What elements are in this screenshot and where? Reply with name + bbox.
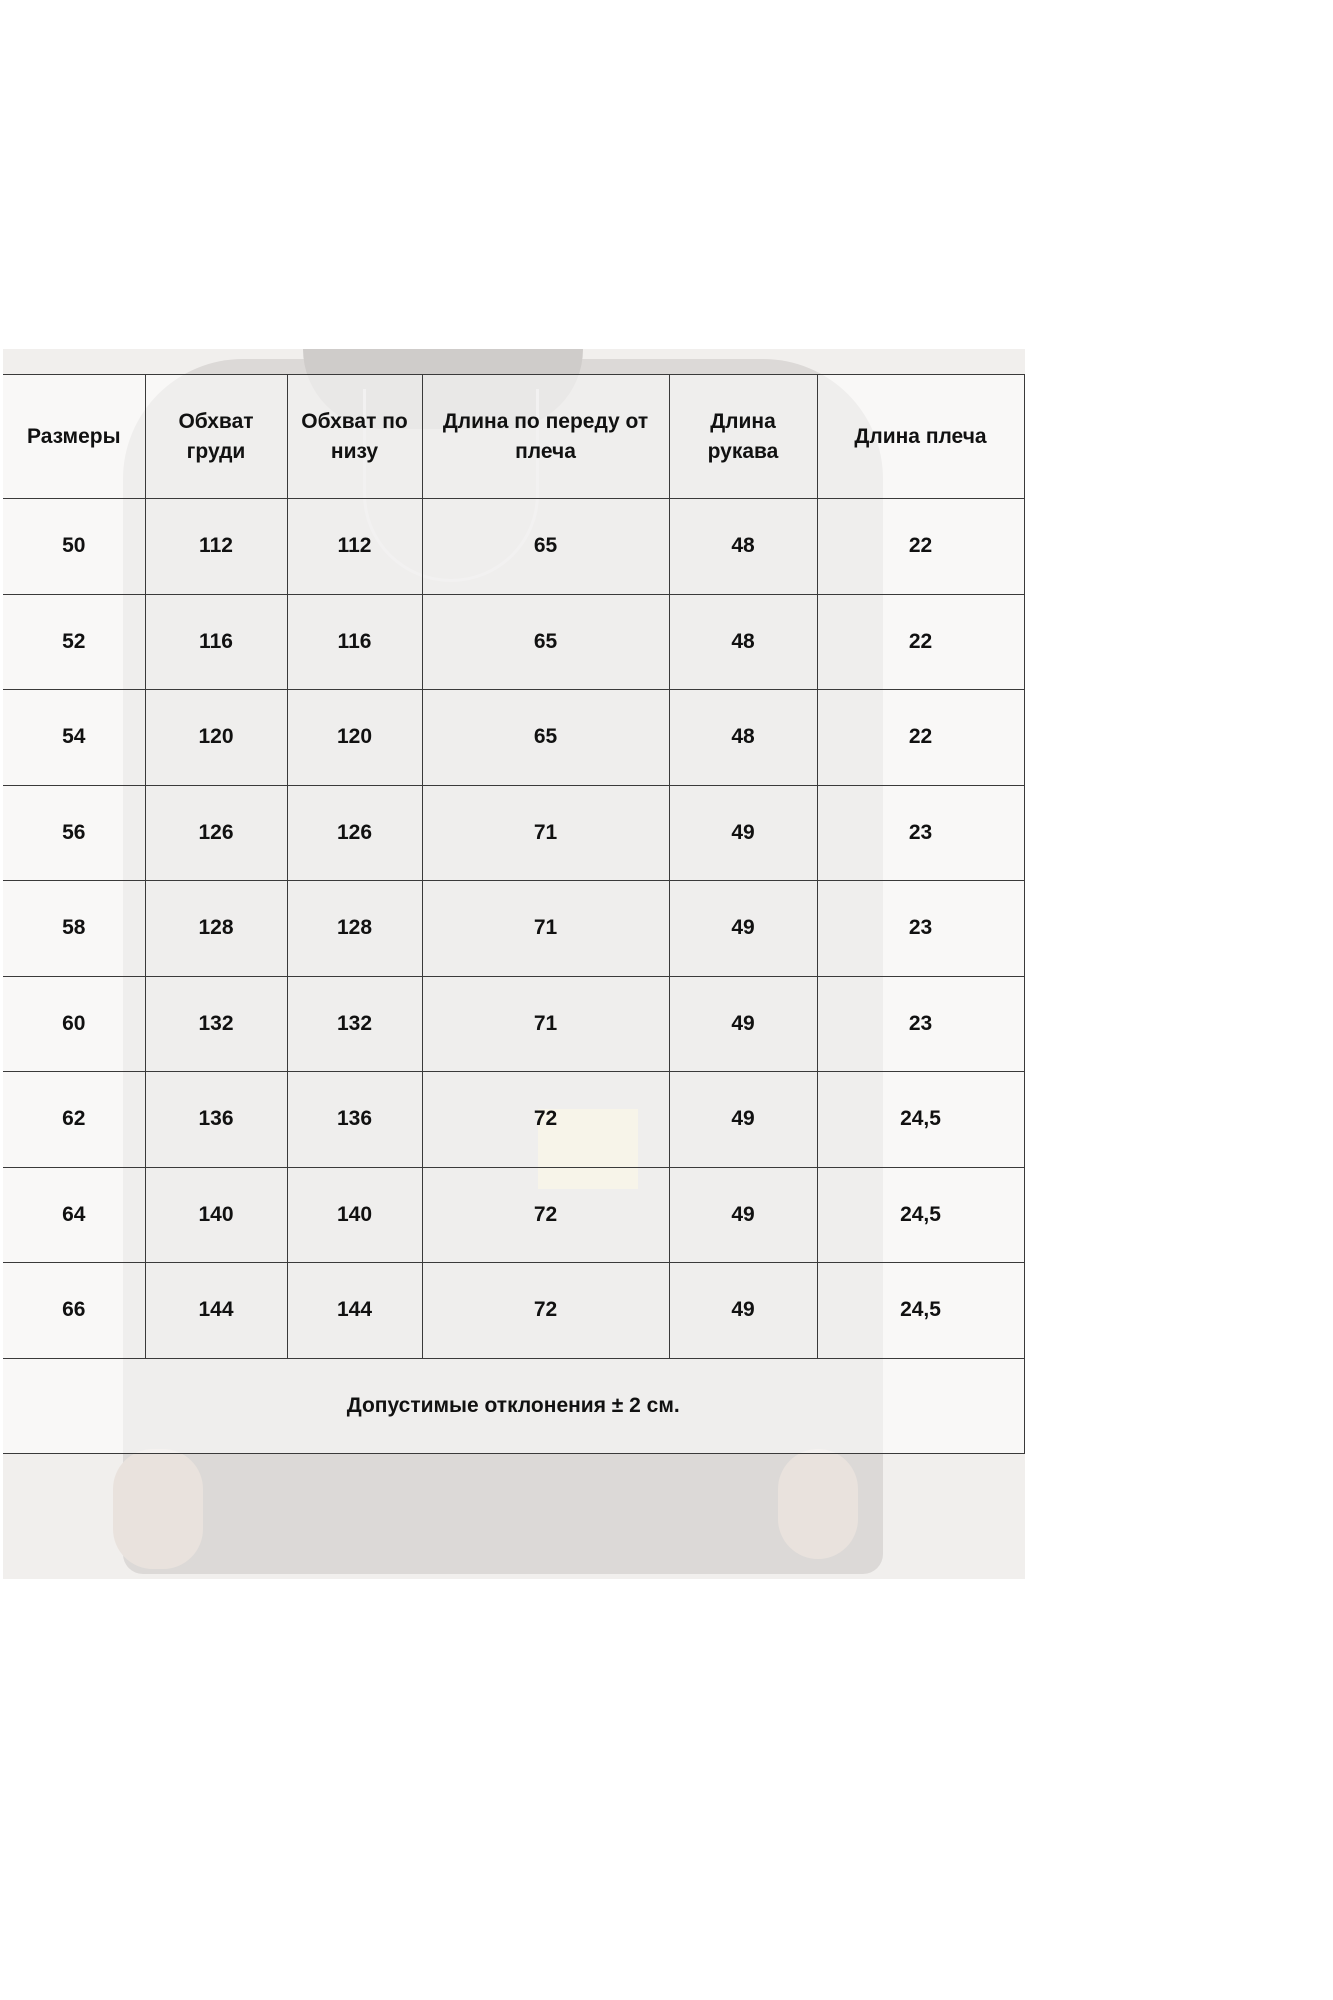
- left-hand-silhouette: [113, 1449, 203, 1569]
- cell-front-length: 72: [422, 1167, 669, 1263]
- cell-size: 52: [3, 594, 145, 690]
- cell-chest: 136: [145, 1072, 287, 1168]
- cell-front-length: 65: [422, 499, 669, 595]
- cell-shoulder-length: 23: [817, 881, 1024, 977]
- cell-front-length: 71: [422, 881, 669, 977]
- table-row: [3, 594, 1024, 690]
- cell-shoulder-length: 22: [817, 594, 1024, 690]
- header-sleeve-length: Длина рукава: [669, 375, 817, 499]
- cell-shoulder-length: 24,5: [817, 1263, 1024, 1359]
- size-chart-table: [3, 374, 1025, 1454]
- cell-size: 62: [3, 1072, 145, 1168]
- cell-front-length: 65: [422, 594, 669, 690]
- cell-shoulder-length: 22: [817, 499, 1024, 595]
- cell-sleeve-length: 49: [669, 976, 817, 1072]
- cell-hem: 112: [287, 499, 422, 595]
- table-row: [3, 785, 1024, 881]
- cell-sleeve-length: 49: [669, 1263, 817, 1359]
- cell-hem: 144: [287, 1263, 422, 1359]
- header-shoulder-length: Длина плеча: [817, 375, 1024, 499]
- table-row: [3, 1072, 1024, 1168]
- cell-sleeve-length: 48: [669, 690, 817, 786]
- cell-chest: 128: [145, 881, 287, 977]
- cell-size: 66: [3, 1263, 145, 1359]
- header-row: [3, 375, 1024, 499]
- cell-front-length: 72: [422, 1263, 669, 1359]
- cell-sleeve-length: 49: [669, 881, 817, 977]
- header-front-length: Длина по переду от плеча: [422, 375, 669, 499]
- cell-sleeve-length: 48: [669, 594, 817, 690]
- cell-chest: 112: [145, 499, 287, 595]
- cell-shoulder-length: 23: [817, 785, 1024, 881]
- cell-shoulder-length: 24,5: [817, 1072, 1024, 1168]
- cell-shoulder-length: 24,5: [817, 1167, 1024, 1263]
- cell-shoulder-length: 23: [817, 976, 1024, 1072]
- table-row: [3, 499, 1024, 595]
- cell-size: 56: [3, 785, 145, 881]
- cell-hem: 136: [287, 1072, 422, 1168]
- table-row: [3, 1167, 1024, 1263]
- header-chest: Обхват груди: [145, 375, 287, 499]
- cell-sleeve-length: 49: [669, 785, 817, 881]
- cell-chest: 120: [145, 690, 287, 786]
- cell-front-length: 72: [422, 1072, 669, 1168]
- cell-shoulder-length: 22: [817, 690, 1024, 786]
- cell-hem: 128: [287, 881, 422, 977]
- table-row: [3, 690, 1024, 786]
- cell-front-length: 71: [422, 976, 669, 1072]
- table-row: [3, 881, 1024, 977]
- cell-sleeve-length: 49: [669, 1167, 817, 1263]
- cell-size: 54: [3, 690, 145, 786]
- cell-chest: 132: [145, 976, 287, 1072]
- cell-chest: 126: [145, 785, 287, 881]
- cell-hem: 120: [287, 690, 422, 786]
- cell-hem: 140: [287, 1167, 422, 1263]
- cell-hem: 132: [287, 976, 422, 1072]
- cell-size: 64: [3, 1167, 145, 1263]
- cell-front-length: 71: [422, 785, 669, 881]
- header-size: Размеры: [3, 375, 145, 499]
- header-hem: Обхват по низу: [287, 375, 422, 499]
- cell-sleeve-length: 48: [669, 499, 817, 595]
- tolerance-note: Допустимые отклонения ± 2 см.: [3, 1358, 1024, 1453]
- cell-hem: 126: [287, 785, 422, 881]
- cell-chest: 144: [145, 1263, 287, 1359]
- cell-sleeve-length: 49: [669, 1072, 817, 1168]
- cell-chest: 140: [145, 1167, 287, 1263]
- cell-chest: 116: [145, 594, 287, 690]
- cell-size: 50: [3, 499, 145, 595]
- cell-front-length: 65: [422, 690, 669, 786]
- cell-size: 60: [3, 976, 145, 1072]
- right-hand-silhouette: [778, 1449, 858, 1559]
- table-row: [3, 1263, 1024, 1359]
- note-row: [3, 1358, 1024, 1453]
- cell-hem: 116: [287, 594, 422, 690]
- table-row: [3, 976, 1024, 1072]
- cell-size: 58: [3, 881, 145, 977]
